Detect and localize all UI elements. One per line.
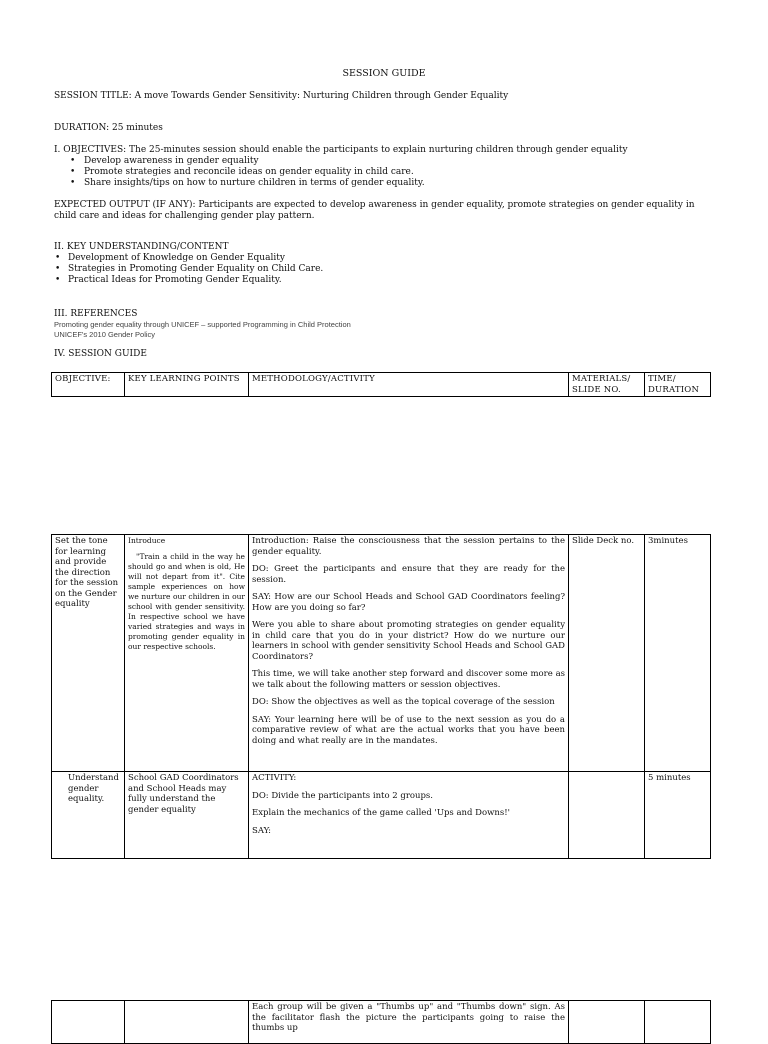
table-row bbox=[52, 772, 711, 859]
objectives-list bbox=[54, 156, 714, 189]
row3-methodology: Each group will be given a "Thumbs up" and "Thumbs down" sign. As the facilitator flash the picture the participants going to raise the thumbs up bbox=[249, 1001, 569, 1044]
row2-time: 5 minutes bbox=[645, 772, 711, 859]
duration: DURATION: 25 minutes bbox=[54, 123, 163, 133]
row1-time: 3minutes bbox=[645, 535, 711, 772]
header-key-learning: KEY LEARNING POINTS bbox=[125, 373, 249, 397]
objectives-text: I. OBJECTIVES: The 25-minutes session should enable the participants to explain nurturing children through gender equality bbox=[54, 145, 628, 155]
table-header-row bbox=[52, 373, 711, 397]
row2-objective: Understand gender equality. bbox=[52, 772, 125, 859]
method-paragraph: Explain the mechanics of the game called 'Ups and Downs!' bbox=[252, 808, 510, 818]
row1-key-body: "Train a child in the way he should go and when is old, He will not depart from it". Cite sample experiences on how we nurture our children in our school with gender sensitivity. In respective school we have varied strategies and ways in promoting gender equality in our respective schools. bbox=[128, 552, 245, 651]
reference-item: UNICEF's 2010 Gender Policy bbox=[54, 330, 156, 339]
row2-methodology bbox=[249, 772, 569, 859]
session-guide-heading: IV. SESSION GUIDE bbox=[54, 349, 147, 359]
key-understanding-section bbox=[54, 242, 714, 286]
header-time: TIME/ DURATION bbox=[645, 373, 711, 397]
reference-item: Promoting gender equality through UNICEF – supported Programming in Child Protection bbox=[54, 320, 351, 329]
row1-objective: Set the tone for learning and provide the direction for the session on the Gender equality bbox=[52, 535, 125, 772]
method-paragraph: Introduction: Raise the consciousness that the session pertains to the gender equality. bbox=[252, 536, 565, 557]
session-guide-table-continued bbox=[51, 1000, 711, 1044]
row2-key-learning: School GAD Coordinators and School Heads may fully understand the gender equality bbox=[125, 772, 249, 859]
row3-time bbox=[645, 1001, 711, 1044]
list-item: • Develop awareness in gender equality bbox=[54, 156, 714, 167]
method-paragraph: SAY: How are our School Heads and School GAD Coordinators feeling? How are you doing so far? bbox=[252, 592, 565, 613]
row1-materials: Slide Deck no. bbox=[569, 535, 645, 772]
header-objective: OBJECTIVE: bbox=[52, 373, 125, 397]
references-section bbox=[54, 309, 714, 340]
method-paragraph: This time, we will take another step forward and discover some more as we talk about the following matters or session objectives. bbox=[252, 669, 565, 690]
row3-objective bbox=[52, 1001, 125, 1044]
row3-materials bbox=[569, 1001, 645, 1044]
method-paragraph: DO: Divide the participants into 2 groups. bbox=[252, 790, 433, 801]
list-item: • Share insights/tips on how to nurture children in terms of gender equality. bbox=[54, 178, 714, 189]
list-item: • Practical Ideas for Promoting Gender Equality. bbox=[54, 275, 714, 286]
list-item: • Strategies in Promoting Gender Equality on Child Care. bbox=[54, 264, 714, 275]
header-materials: MATERIALS/ SLIDE NO. bbox=[569, 373, 645, 397]
row1-key-learning bbox=[125, 535, 249, 772]
row2-materials bbox=[569, 772, 645, 859]
list-item: • Development of Knowledge on Gender Equality bbox=[54, 253, 714, 264]
session-guide-header-table bbox=[51, 372, 711, 397]
key-understanding-list bbox=[54, 253, 714, 286]
document-heading: SESSION GUIDE bbox=[342, 68, 426, 79]
expected-output: EXPECTED OUTPUT (IF ANY): Participants are expected to develop awareness in gender equality, promote strategies on gender equality in child care and ideas for challenging gender play pattern. bbox=[54, 200, 695, 221]
table-row bbox=[52, 1001, 711, 1044]
session-title: SESSION TITLE: A move Towards Gender Sensitivity: Nurturing Children through Gender Equality bbox=[54, 91, 509, 101]
method-paragraph: DO: Greet the participants and ensure that they are ready for the session. bbox=[252, 564, 565, 585]
list-item: • Promote strategies and reconcile ideas on gender equality in child care. bbox=[54, 167, 714, 178]
row1-key-intro: Introduce bbox=[128, 536, 166, 545]
method-paragraph: SAY: Your learning here will be of use to the next session as you do a comparative review of what are the actual works that you have been doing and what really are in the mandates. bbox=[252, 714, 565, 746]
method-paragraph: ACTIVITY: bbox=[252, 773, 297, 783]
key-understanding-heading: II. KEY UNDERSTANDING/CONTENT bbox=[54, 242, 229, 252]
row1-methodology bbox=[249, 535, 569, 772]
references-heading: III. REFERENCES bbox=[54, 309, 138, 319]
objectives-section bbox=[54, 145, 714, 189]
header-methodology: METHODOLOGY/ACTIVITY bbox=[249, 373, 569, 397]
session-guide-table bbox=[51, 534, 711, 859]
method-paragraph: SAY: bbox=[252, 825, 272, 836]
method-paragraph: DO: Show the objectives as well as the topical coverage of the session bbox=[252, 697, 555, 707]
method-paragraph: Were you able to share about promoting strategies on gender equality in child care that you do in your district? How do we nurture our learners in school with gender sensitivity School Heads and School GAD Coordinators? bbox=[252, 620, 565, 662]
row3-key-learning bbox=[125, 1001, 249, 1044]
table-row bbox=[52, 535, 711, 772]
